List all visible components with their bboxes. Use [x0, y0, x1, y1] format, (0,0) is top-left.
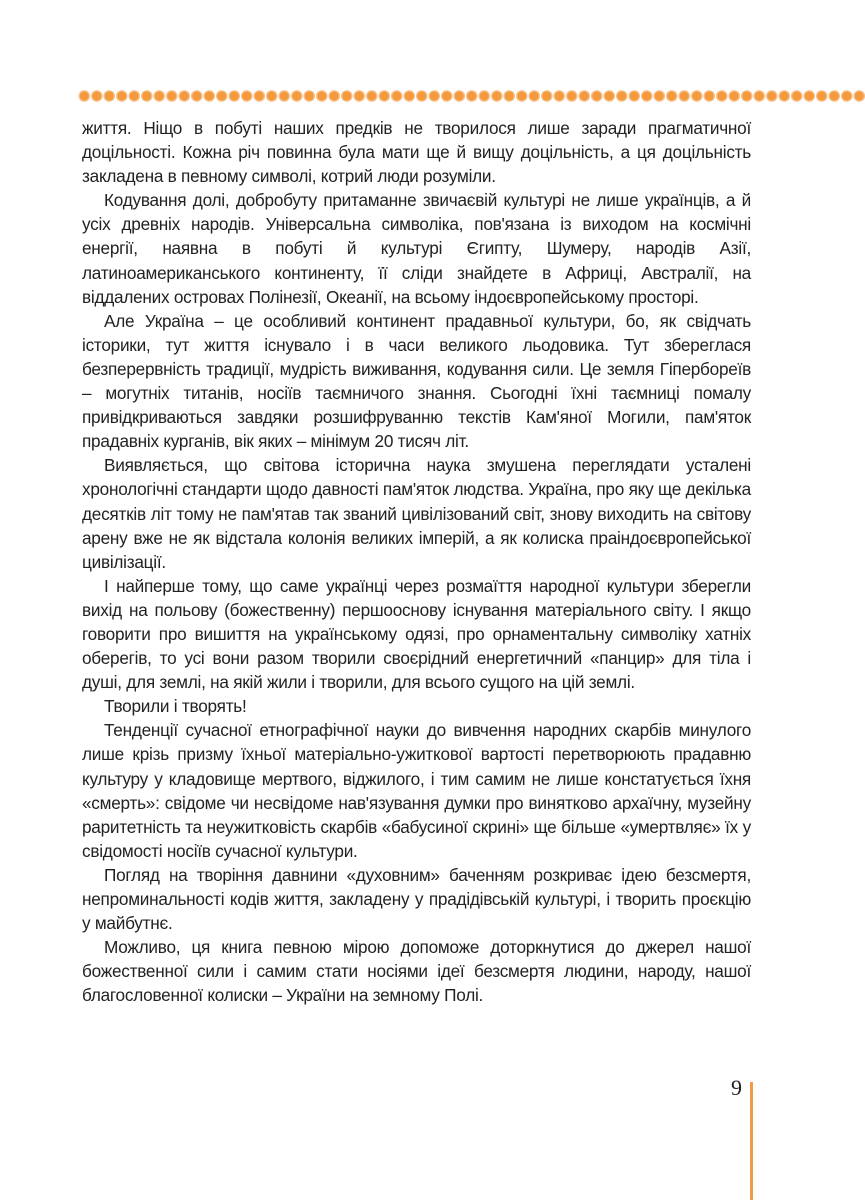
- paragraph: Виявляється, що світова історична наука змушена переглядати усталені хронологічні стандарти щодо давності пам'яток людства. Україна, про яку ще декілька десятків літ тому не пам'ятав так званий цивілізований світ, знову виходить на світову арену вже не як відстала колонія великих імперій, а як колиска праіндоєвропейської цивілізації.: [82, 455, 751, 572]
- paragraph: Можливо, ця книга певною мірою допоможе доторкнутися до джерел нашої божественної сили і самим стати носіями ідеї безсмертя людини, народу, нашої благословенної колиски – України на земному Полі.: [82, 937, 751, 1006]
- paragraph: життя. Ніщо в побуті наших предків не творилося лише заради прагматичної доцільності. Кожна річ повинна була мати ще й вищу доцільність, а ця доцільність закладена в певному символі, котрий люди розуміли.: [82, 118, 751, 187]
- paragraph: І найперше тому, що саме українці через розмаїття народної культури зберегли вихід на польову (божественну) першооснову існування матеріального світу. І якщо говорити про вишиття на українському одязі, про орнаментальну символіку хатніх оберегів, то усі вони разом творили своєрідний енергетичний «панцир» для тіла і душі, для землі, на якій жили і творили, для всього сущого на цій землі.: [82, 575, 751, 693]
- page-margin-line: [750, 1082, 753, 1200]
- page-number: 9: [731, 1075, 742, 1100]
- header-ornament-border: [78, 88, 865, 104]
- body-text: [82, 116, 751, 1007]
- paragraph: Тенденції сучасної етнографічної науки до вивчення народних скарбів минулого лише крізь призму їхньої матеріально-ужиткової вартості перетворюють прадавню культуру у кладовище мертвого, віджилого, і тим самим не лише констатується їхня «смерть»: свідоме чи несвідоме нав'язування думки про винятково архаїчну, музейну раритетність та неужитковість скарбів «бабусиної скрині» ще більше «умертвляє» їх у свідомості носіїв сучасної культури.: [82, 720, 751, 861]
- paragraph: Кодування долі, добробуту притаманне звичаєвій культурі не лише українців, а й усіх древніх народів. Універсальна символіка, пов'язана із виходом на космічні енергії, наявна в побуті й культурі Єгипту, Шумеру, народів Азії, латиноамериканського континенту, її сліди знайдете в Африці, Австралії, на віддалених островах Полінезії, Океанії, на всьому індоєвропейському просторі.: [82, 190, 751, 307]
- paragraph: Творили і творять!: [104, 696, 247, 717]
- paragraph: Погляд на творіння давнини «духовним» баченням розкриває ідею безсмертя, непроминальності кодів життя, закладену у прадідівській культурі, і творить проєкцію у майбутнє.: [82, 864, 751, 934]
- paragraph: Але Україна – це особливий континент прадавньої культури, бо, як свідчать історики, тут життя існувало і в часи великого льодовика. Тут збереглася безперервність традиції, мудрість виживання, кодування сили. Це земля Гіпербореїв – могутніх титанів, носіїв таємничого знання. Сьогодні їхні таємниці помалу привідкриваються завдяки розшифруванню текстів Кам'яної Могили, пам'яток прадавніх курганів, вік яких – мінімум 20 тисяч літ.: [82, 310, 751, 452]
